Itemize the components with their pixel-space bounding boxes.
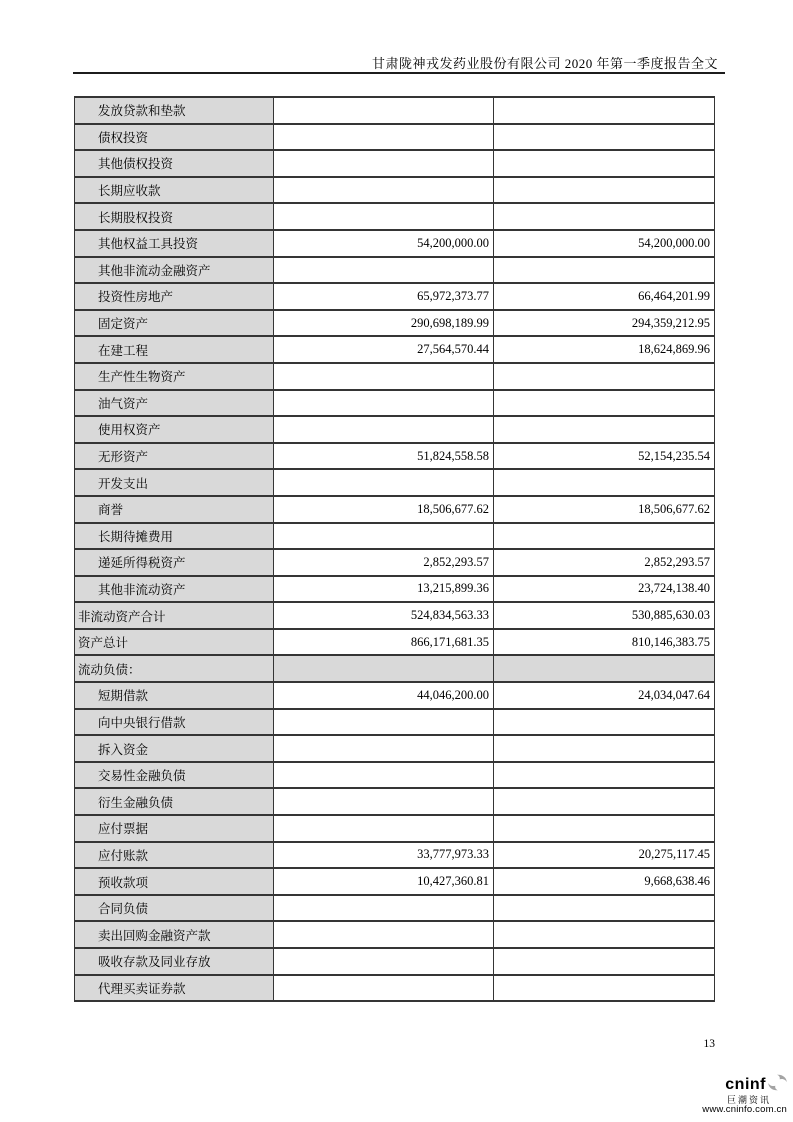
table-row [75,150,715,177]
cninfo-chinese-name: 巨潮资讯 [726,1094,771,1105]
amount-previous [494,975,715,1002]
amount-previous: 20,275,117.45 [494,842,715,869]
amount-current: 2,852,293.57 [274,549,494,576]
amount-previous: 18,624,869.96 [494,336,715,363]
header-rule [73,72,725,74]
table-row [75,310,715,337]
amount-previous: 2,852,293.57 [494,549,715,576]
amount-previous [494,788,715,815]
amount-previous [494,150,715,177]
table-row [75,443,715,470]
amount-previous [494,815,715,842]
amount-previous [494,735,715,762]
row-label: 开发支出 [75,469,274,496]
amount-current: 524,834,563.33 [274,602,494,629]
row-label: 生产性生物资产 [75,363,274,390]
row-label: 拆入资金 [75,735,274,762]
row-label: 非流动资产合计 [75,602,274,629]
amount-previous: 18,506,677.62 [494,496,715,523]
row-label: 资产总计 [75,629,274,656]
table-row [75,469,715,496]
row-label: 流动负债： [75,655,274,682]
cninfo-url: www.cninfo.com.cn [702,1104,787,1116]
amount-current [274,203,494,230]
amount-previous: 530,885,630.03 [494,602,715,629]
amount-current: 13,215,899.36 [274,576,494,603]
amount-current: 10,427,360.81 [274,868,494,895]
row-label: 其他债权投资 [75,150,274,177]
table-row [75,895,715,922]
row-label: 在建工程 [75,336,274,363]
cninfo-logo-brand-row [701,1074,787,1096]
table-row [75,363,715,390]
row-label: 其他权益工具投资 [75,230,274,257]
amount-previous: 23,724,138.40 [494,576,715,603]
table-row [75,283,715,310]
row-label: 投资性房地产 [75,283,274,310]
table-row [75,842,715,869]
amount-current: 18,506,677.62 [274,496,494,523]
cninfo-brand-text: cninf [725,1075,766,1093]
amount-current [274,921,494,948]
amount-previous [494,203,715,230]
amount-current [274,762,494,789]
amount-previous [494,655,715,682]
amount-previous: 294,359,212.95 [494,310,715,337]
amount-previous [494,895,715,922]
amount-current [274,709,494,736]
table-row [75,576,715,603]
amount-previous [494,363,715,390]
amount-current: 65,972,373.77 [274,283,494,310]
amount-current: 33,777,973.33 [274,842,494,869]
amount-previous [494,709,715,736]
row-label: 向中央银行借款 [75,709,274,736]
amount-previous: 66,464,201.99 [494,283,715,310]
amount-current [274,150,494,177]
amount-current [274,815,494,842]
table-row [75,602,715,629]
cninfo-swirl-icon [768,1074,787,1096]
amount-current: 290,698,189.99 [274,310,494,337]
amount-current [274,469,494,496]
table-row [75,629,715,656]
amount-previous [494,124,715,151]
row-label: 应付票据 [75,815,274,842]
amount-previous [494,469,715,496]
row-label: 应付账款 [75,842,274,869]
table-row [75,868,715,895]
table-row [75,975,715,1002]
amount-current: 866,171,681.35 [274,629,494,656]
amount-current [274,416,494,443]
table-row [75,336,715,363]
amount-current [274,363,494,390]
amount-current: 44,046,200.00 [274,682,494,709]
table-row [75,177,715,204]
page-number: 13 [703,1038,715,1050]
balance-sheet-body [75,97,715,1001]
table-row [75,948,715,975]
balance-sheet-table [74,96,715,1002]
row-label: 债权投资 [75,124,274,151]
row-label: 吸收存款及同业存放 [75,948,274,975]
amount-current: 51,824,558.58 [274,443,494,470]
amount-previous [494,921,715,948]
amount-current [274,390,494,417]
amount-current [274,735,494,762]
amount-current [274,948,494,975]
amount-current [274,124,494,151]
amount-current [274,655,494,682]
row-label: 合同负债 [75,895,274,922]
amount-current [274,97,494,124]
row-label: 使用权资产 [75,416,274,443]
amount-previous [494,762,715,789]
table-row [75,230,715,257]
table-row [75,203,715,230]
amount-current [274,257,494,284]
row-label: 短期借款 [75,682,274,709]
table-row [75,815,715,842]
amount-previous [494,177,715,204]
row-label: 长期股权投资 [75,203,274,230]
amount-previous [494,97,715,124]
row-label: 商誉 [75,496,274,523]
table-row [75,257,715,284]
table-row [75,682,715,709]
table-row [75,124,715,151]
table-row [75,921,715,948]
amount-previous: 9,668,638.46 [494,868,715,895]
amount-current [274,895,494,922]
row-label: 无形资产 [75,443,274,470]
table-row [75,549,715,576]
table-row [75,390,715,417]
row-label: 长期待摊费用 [75,523,274,550]
amount-previous: 52,154,235.54 [494,443,715,470]
amount-current [274,975,494,1002]
amount-previous: 54,200,000.00 [494,230,715,257]
amount-current [274,177,494,204]
row-label: 预收款项 [75,868,274,895]
amount-previous: 810,146,383.75 [494,629,715,656]
row-label: 油气资产 [75,390,274,417]
table-row [75,735,715,762]
amount-previous [494,948,715,975]
table-row [75,788,715,815]
row-label: 递延所得税资产 [75,549,274,576]
table-row [75,523,715,550]
table-row [75,97,715,124]
row-label: 长期应收款 [75,177,274,204]
amount-previous: 24,034,047.64 [494,682,715,709]
row-label: 其他非流动资产 [75,576,274,603]
table-row [75,762,715,789]
amount-current [274,788,494,815]
amount-current: 27,564,570.44 [274,336,494,363]
row-label: 交易性金融负债 [75,762,274,789]
table-row [75,496,715,523]
amount-previous [494,390,715,417]
row-label: 卖出回购金融资产款 [75,921,274,948]
amount-previous [494,523,715,550]
amount-current [274,523,494,550]
row-label: 固定资产 [75,310,274,337]
row-label: 其他非流动金融资产 [75,257,274,284]
amount-previous [494,257,715,284]
row-label: 代理买卖证券款 [75,975,274,1002]
amount-current: 54,200,000.00 [274,230,494,257]
table-row [75,709,715,736]
page-header-title: 甘肃陇神戎发药业股份有限公司 2020 年第一季度报告全文 [371,56,718,71]
row-label: 衍生金融负债 [75,788,274,815]
table-row [75,416,715,443]
amount-previous [494,416,715,443]
cninfo-logo [701,1074,787,1115]
table-row [75,655,715,682]
row-label: 发放贷款和垫款 [75,97,274,124]
